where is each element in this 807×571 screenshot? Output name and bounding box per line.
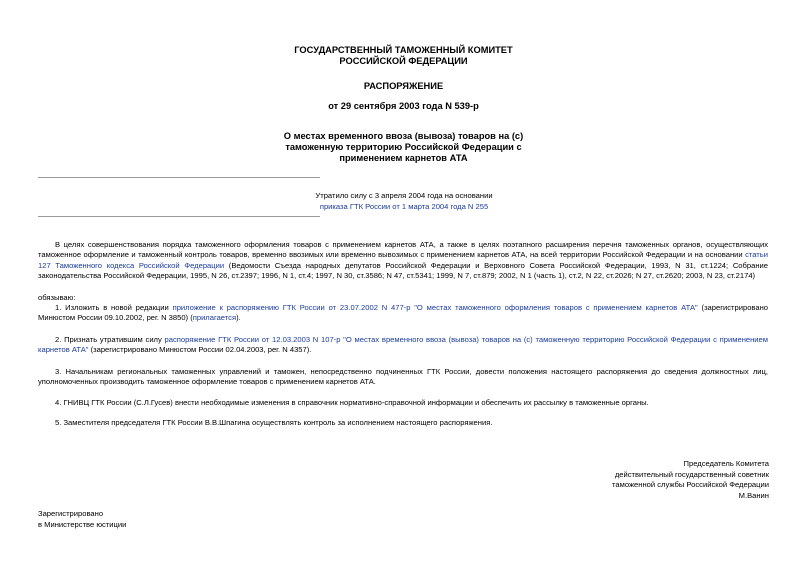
divider-top [38,177,320,178]
signature-line-3: таможенной службы Российской Федерации [611,480,769,489]
paragraph-5: 5. Заместителя председателя ГТК России В.В.Шпагина осуществлять контроль за исполнением настоящего распоряжения. [55,418,493,427]
p1-text-2: (зарегистрировано Минюстом России 09.10.2002, рег. N 3850) ( [38,303,769,323]
p1-annex-link[interactable]: приложение к распоряжению ГТК России от 23.07.2002 N 477-р "О местах таможенного оформления товаров с применением карнетов АТА" [172,303,698,312]
divider-bottom [38,216,320,217]
document-title [0,131,807,164]
paragraph-2 [38,335,768,356]
signature-block [612,459,769,501]
registration-line-2: в Министерстве юстиции [38,519,127,529]
paragraph-1 [38,303,768,324]
intro-text-1: В целях совершенствования порядка таможенного оформления товаров с применением карнетов АТА, а также в целях поэтапного расширения перечня таможенных органов, осуществляющих таможенное оформление и таможенный контроль товаров, временно ввозимых или временно вывозимых с применением карнетов АТА, на всей территории Российской Федерации и на основании [38,240,768,260]
p1-attached-link[interactable]: прилагается [192,313,237,323]
issuing-organization [0,45,807,67]
p1-text-3: ). [236,313,241,323]
status-link[interactable]: приказа ГТК России от 1 марта 2004 года N 255 [319,202,489,211]
p2-order-link[interactable]: распоряжение ГТК России от 12.03.2003 N 107-р "О местах временного ввоза (вывоза) товаров на (с) таможенную территорию Российской Федерации с применением карнетов АТА" [38,335,768,355]
customs-code-link[interactable]: статьи 127 Таможенного кодекса Российской Федерации [38,250,768,270]
status-text: Утратило силу с 3 апреля 2004 года на основании [315,191,493,200]
p2-text-1: 2. Признать утратившим силу [55,335,165,344]
intro-text-2: (Ведомости Съезда народных депутатов Российской Федерации и Верховного Совета Российской Федерации, 1993, N 31, ст.1224; Собрание законодательства Российской Федерации, 1995, N 26, ст.2397; 1996, N 1, ст.4; 1997, N 30, ст.3586; N 47, ст.5341; 1999, N 7, ст.879; 2002, N 1 (часть 1), ст.2, N 22, ст.2026; N 27, ст.2620; 2003, N 23, ст.2174) [38,260,768,280]
title-line-3: применением карнетов АТА [339,153,468,163]
title-line-2: таможенную территорию Российской Федерации с [285,142,522,152]
signature-line-1: Председатель Комитета [683,459,769,468]
paragraph-4: 4. ГНИВЦ ГТК России (С.Л.Гусев) внести необходимые изменения в справочник нормативно-справочной информации и обеспечить их рассылку в таможенные органы. [55,398,649,407]
signature-name: М.Ванин [738,490,769,500]
p2-text-2: (зарегистрировано Минюстом России 02.04.2003, рег. N 4357). [88,345,312,355]
org-line-2: РОССИЙСКОЙ ФЕДЕРАЦИИ [339,56,468,66]
document-date-number: от 29 сентября 2003 года N 539-р [328,101,479,111]
title-line-1: О местах временного ввоза (вывоза) товаров на (с) [283,131,524,141]
p1-text-1: 1. Изложить в новой редакции [55,303,173,312]
registration-line-1: Зарегистрировано [38,509,104,518]
signature-line-2: действительный государственный советник [614,469,769,479]
registration-note [38,509,126,530]
obligate-label: обязываю: [38,293,76,302]
paragraph-3: 3. Начальникам региональных таможенных управлений и таможен, непосредственно подчиненных ГТК России, довести положения настоящего распоряжения до сведения должностных лиц, уполномоченных производить таможенное оформление товаров с применением карнетов АТА. [38,367,768,387]
document-type: РАСПОРЯЖЕНИЕ [363,81,444,91]
intro-paragraph [38,240,768,281]
org-line-1: ГОСУДАРСТВЕННЫЙ ТАМОЖЕННЫЙ КОМИТЕТ [294,45,513,55]
status-note [292,190,516,212]
